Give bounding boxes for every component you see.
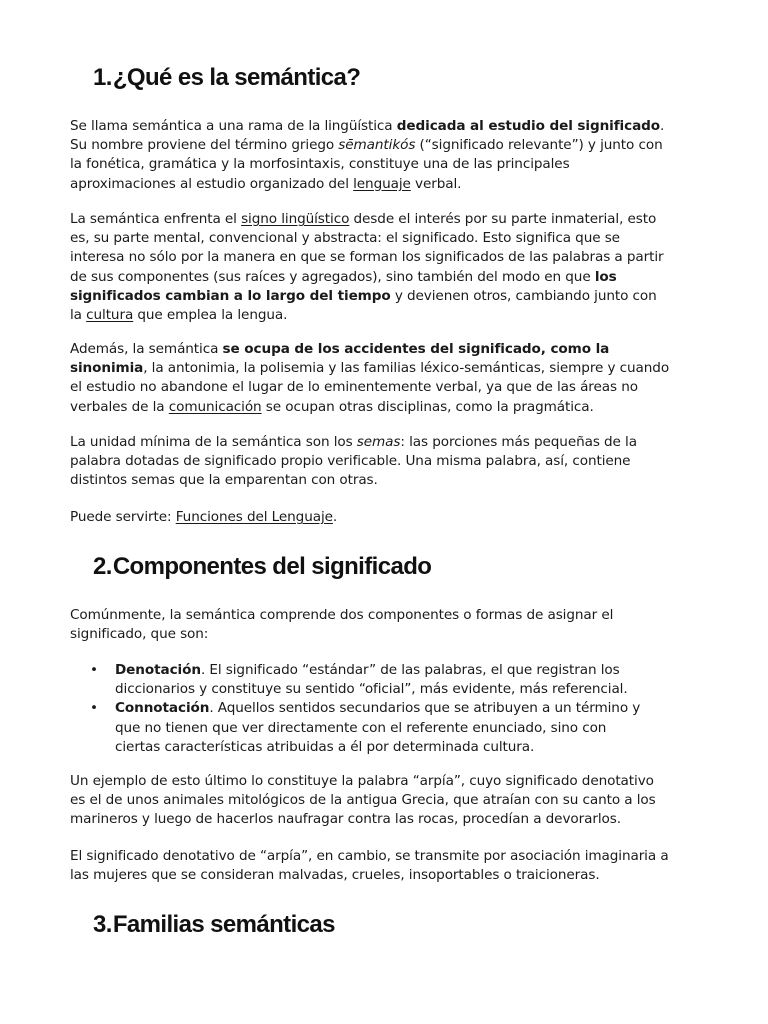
paragraph-puede-servirte: Puede servirte: Funciones del Lenguaje.: [70, 509, 338, 525]
components-list: [70, 661, 650, 757]
list-item-connotacion: • Connotación. Aquellos sentidos secundarios que se atribuyen a un término y que no tienen que ver directamente con el referente enunciado, sino con ciertas características atribuidas a él por determinada cultura.: [70, 699, 650, 757]
list-item-denotacion: • Denotación. El significado “estándar” de las palabras, el que registran los diccionarios y constituye su sentido “oficial”, más evidente, más referencial.: [70, 661, 650, 699]
paragraph-componentes-intro: Comúnmente, la semántica comprende dos componentes o formas de asignar el significado, que son:: [70, 607, 614, 643]
paragraph-accidentes: Además, la semántica se ocupa de los accidentes del significado, como la sinonimia, la antonimia, la polisemia y las familias léxico-semánticas, siempre y cuando el estudio no abandone el lugar de lo eminentemente verbal, ya que de las áreas no verbales de la comunicación se ocupan otras disciplinas, como la pragmática.: [70, 341, 670, 415]
link-lenguaje[interactable]: lenguaje: [353, 175, 411, 192]
paragraph-definition: Se llama semántica a una rama de la lingüística dedicada al estudio del significado. Su nombre proviene del término griego sēmantikós (“significado relevante”) y junto con la fonética, gramática y la morfosintaxis, constituye una de las principales aproximaciones al estudio organizado del lenguaje verbal.: [70, 118, 665, 192]
heading-componentes: 2.Componentes del significado: [93, 553, 432, 580]
paragraph-semas: La unidad mínima de la semántica son los semas: las porciones más pequeñas de la palabra dotadas de significado propio verificable. Una misma palabra, así, contiene distintos semas que la emparentan con otras.: [70, 434, 637, 489]
link-funciones-lenguaje[interactable]: Funciones del Lenguaje: [175, 509, 333, 525]
heading-familias-semanticas: 3.Familias semánticas: [93, 911, 335, 938]
link-signo-linguistico[interactable]: signo lingüístico: [241, 211, 350, 227]
paragraph-arpia-ejemplo: Un ejemplo de esto último lo constituye la palabra “arpía”, cuyo significado denotativo es el de unos animales mitológicos de la antigua Grecia, que atraían con su canto a los marineros y luego de hacerlos naufragar contra las rocas, procedían a devorarlos.: [70, 773, 656, 828]
paragraph-arpia-connotativo: El significado denotativo de “arpía”, en cambio, se transmite por asociación imaginaria a las mujeres que se consideran malvadas, crueles, insoportables o traicioneras.: [70, 848, 669, 884]
heading-que-es-semantica: 1.¿Qué es la semántica?: [93, 64, 361, 91]
link-comunicacion[interactable]: comunicación: [168, 398, 262, 415]
paragraph-signo: La semántica enfrenta el signo lingüístico desde el interés por su parte inmaterial, esto es, su parte mental, convencional y abstracta: el significado. Esto significa que se interesa no sólo por la manera en que se forman los significados de las palabras a partir de sus componentes (sus raíces y agregados), sino también del modo en que los significados cambian a lo largo del tiempo y devienen otros, cambiando junto con la cultura que emplea la lengua.: [70, 211, 664, 324]
link-cultura[interactable]: cultura: [86, 307, 134, 324]
